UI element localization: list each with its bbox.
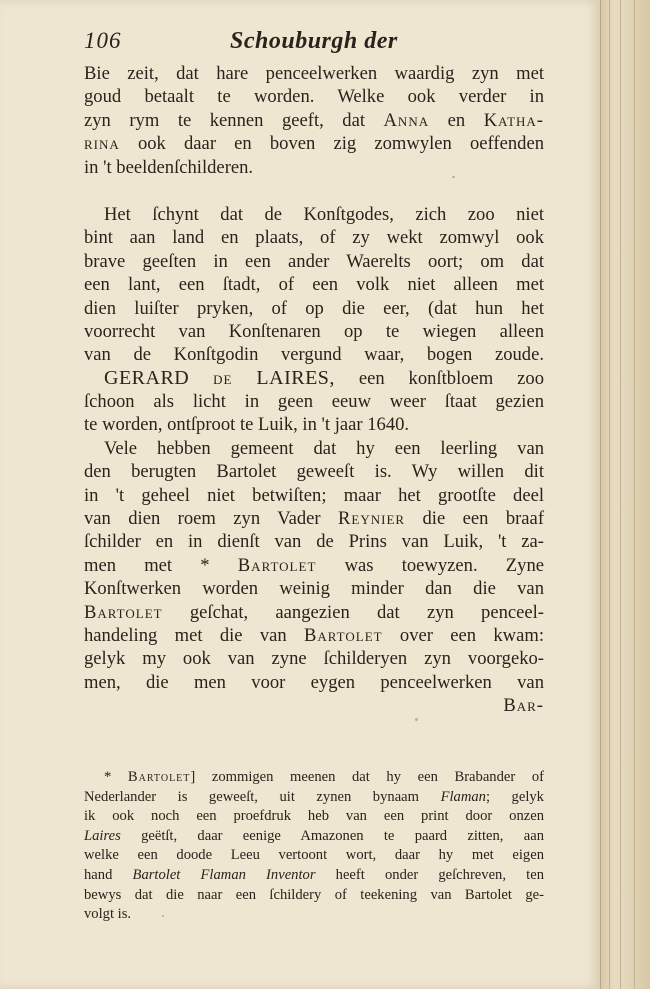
name-bartolet: Bartolet	[237, 554, 317, 576]
footnote-line: hand Bartolet Flaman Inventor heeft onder geſchreven, ten	[84, 866, 544, 883]
text-line: gelyk my ook van zyne ſchilderyen zyn voorgeko-	[84, 648, 544, 670]
name-reynier: Reynier	[338, 508, 406, 530]
text-line: in 't geheel niet betwiſten; maar het grootſte deel	[84, 484, 544, 506]
text-line: Bie zeit, dat hare penceelwerken waardig zyn met	[84, 63, 544, 84]
text-line: zyn rym te kennen geeft, dat Anna en Katha-	[84, 109, 544, 131]
page-edge	[600, 0, 650, 989]
text-line: Konſtwerken worden weinig minder dan die van	[84, 578, 544, 600]
text-line: Vele hebben gemeent dat hy een leerling van	[104, 437, 544, 459]
page-header	[84, 28, 564, 58]
name-katharina: Katha-	[483, 109, 544, 131]
running-title: Schouburgh der	[230, 28, 398, 54]
text-line: in 't beeldenſchilderen.	[84, 156, 254, 178]
text-line: van de Konſtgodin vergund waar, bogen zoude.	[84, 344, 544, 366]
text-line: handeling met die van Bartolet over een kwam:	[84, 624, 544, 646]
text-line: voorrecht van Konſtenaren op te wiegen alleen	[84, 320, 544, 342]
text-line: men met * Bartolet was toewyzen. Zyne	[84, 554, 544, 576]
name-bartolet: Bartolet	[304, 624, 383, 646]
footnote-line: * Bartolet] zommigen meenen dat hy een Brabander of	[104, 769, 544, 785]
name-gerard: GERARD	[104, 366, 190, 389]
main-text	[84, 62, 544, 718]
text-line: bint aan land en plaats, of zy wekt zomwyl ook	[84, 227, 544, 249]
footnote-line: welke een doode Leeu vertoont wort, daar hy met eigen	[84, 847, 544, 864]
text-line: men, die men voor eygen penceelwerken van	[84, 671, 544, 693]
paper-speck	[162, 915, 164, 917]
footnote-line: ik ook noch een proefdruk heb van een print door onzen	[84, 808, 544, 825]
footnote-line: volgt is.	[84, 906, 132, 923]
text-line: goud betaalt te worden. Welke ook verder in	[84, 86, 544, 108]
text-line: een lant, een ſtadt, of een volk niet alleen met	[84, 274, 544, 296]
text-line: GERARD de LAIRES, een konſtbloem zoo	[104, 366, 545, 389]
footnote-line: bewys dat die naar een ſchildery of teekening van Bartolet ge-	[84, 886, 544, 903]
text-line: te worden, ontſproot te Luik, in 't jaar 1640.	[84, 414, 410, 436]
text-line: dien luiſter pryken, of op die eer, (dat hun het	[84, 297, 544, 319]
paper-speck	[452, 176, 455, 178]
name-anna: Anna	[383, 109, 430, 131]
text-line: van dien roem zyn Vader Reynier die een braaf	[84, 508, 545, 530]
name-bartolet: Bartolet	[84, 601, 163, 623]
footnote-line: Nederlander is geweeſt, uit zynen bynaam Flaman; gelyk	[84, 788, 544, 805]
footnote-line: Laires geëtſt, daar eenige Amazonen te paard zitten, aan	[84, 827, 544, 844]
text-line: den berugten Bartolet geweeſt is. Wy willen dit	[84, 461, 544, 483]
text-line: brave geeſten in een ander Waerelts oort; om dat	[84, 250, 544, 272]
page-number: 106	[84, 28, 122, 53]
name-laires: LAIRES,	[256, 366, 335, 389]
paragraph-gap	[84, 179, 544, 203]
footnote	[84, 768, 544, 925]
text-line: rina ook daar en boven zig zomwylen oeffenden	[84, 133, 544, 155]
text-line: ſchilder en in dienſt van de Prins van Luik, 't za-	[84, 531, 544, 553]
catchword: Bar-	[503, 695, 544, 717]
text-line: Het ſchynt dat de Konſtgodes, zich zoo niet	[104, 203, 544, 225]
paper-speck	[415, 718, 418, 721]
text-line: ſchoon als licht in geen eeuw weer ſtaat gezien	[84, 391, 544, 413]
text-line: Bartolet geſchat, aangezien dat zyn penceel-	[84, 601, 544, 623]
